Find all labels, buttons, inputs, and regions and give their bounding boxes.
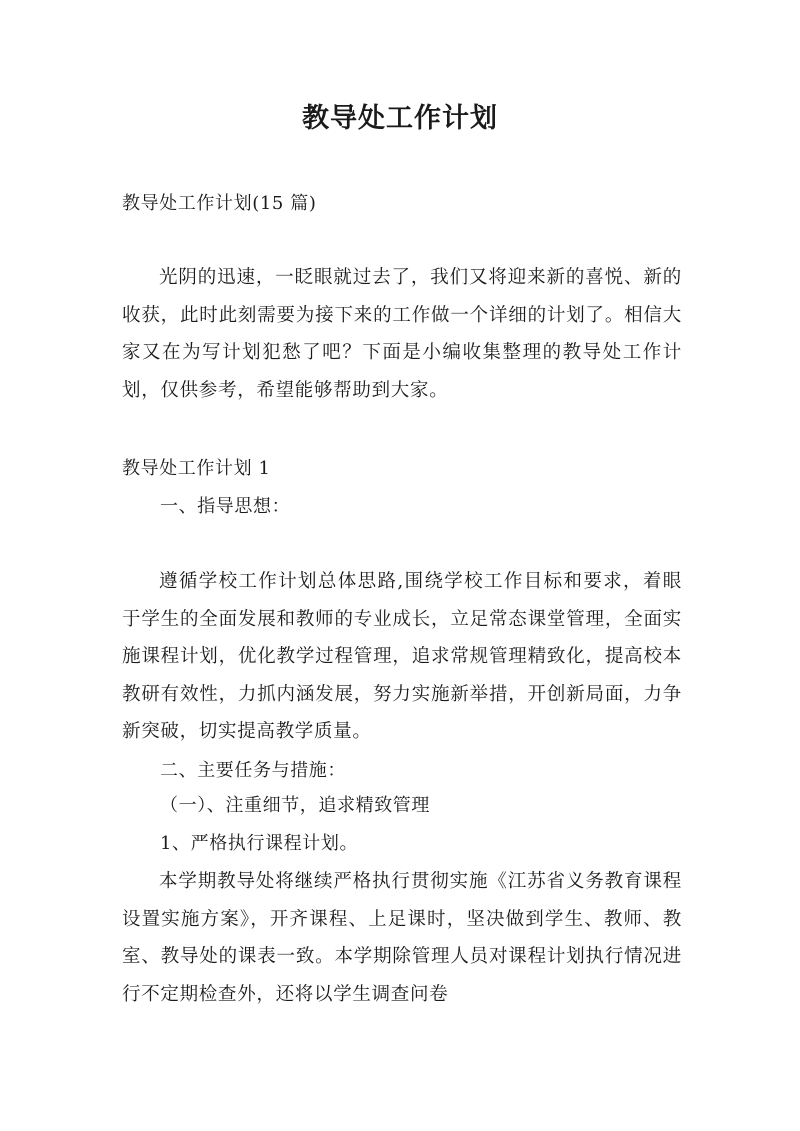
section-heading: 教导处工作计划 1 bbox=[122, 458, 271, 479]
curriculum-paragraph: 本学期教导处将继续严格执行贯彻实施《江苏省义务教育课程设置实施方案》，开齐课程、上足课时，坚决做到学生、教师、教室、教导处的课表一致。本学期除管理人员对课程计划执行情况进行不定期检查外，还将以学生调查问卷 bbox=[122, 871, 682, 1005]
heading-guiding-thought: 一、指导思想： bbox=[160, 496, 291, 517]
document-subtitle: 教导处工作计划(15 篇) bbox=[122, 193, 317, 214]
document-title: 教导处工作计划 bbox=[302, 103, 498, 134]
heading-subsection-1: （一）、注重细节，追求精致管理 bbox=[160, 795, 430, 816]
heading-main-tasks: 二、主要任务与措施： bbox=[160, 760, 346, 781]
intro-paragraph: 光阴的迅速，一眨眼就过去了，我们又将迎来新的喜悦、新的收获，此时此刻需要为接下来的工作做一个详细的计划了。相信大家又在为写计划犯愁了吧？下面是小编收集整理的教导处工作计划，仅供参考，希望能够帮助到大家。 bbox=[122, 267, 682, 401]
guiding-thought-paragraph: 遵循学校工作计划总体思路,围绕学校工作目标和要求，着眼于学生的全面发展和教师的专业成长，立足常态课堂管理，全面实施课程计划，优化教学过程管理，追求常规管理精致化，提高校本教研有效性，力抓内涵发展，努力实施新举措，开创新局面，力争新突破，切实提高教学质量。 bbox=[122, 571, 682, 742]
heading-item-1: 1、严格执行课程计划。 bbox=[160, 833, 359, 854]
